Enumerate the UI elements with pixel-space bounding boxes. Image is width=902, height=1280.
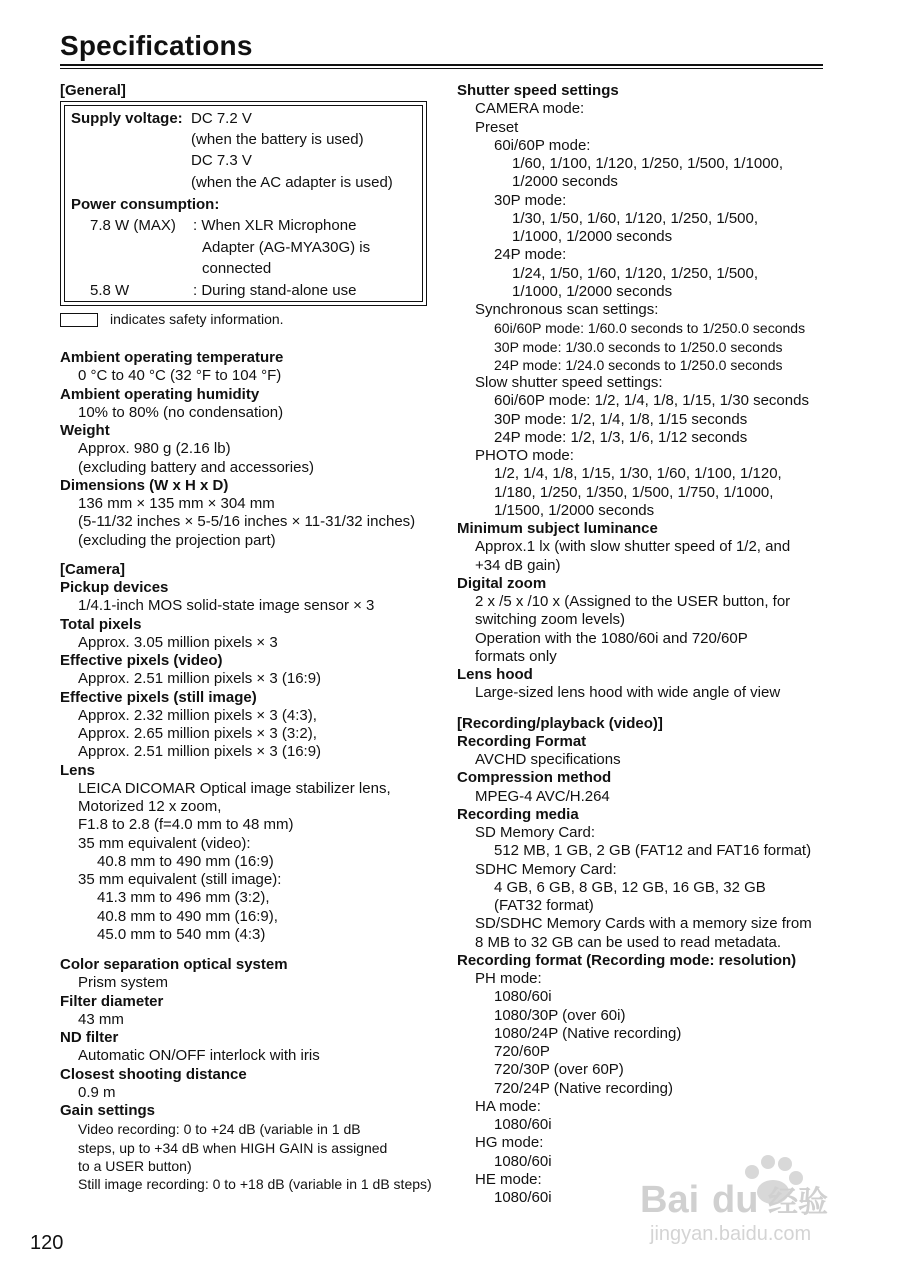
spec-value: Preset (475, 118, 519, 136)
spec-heading: Total pixels (60, 615, 142, 633)
safety-legend-swatch (60, 313, 98, 327)
spec-value: 1/1000, 1/2000 seconds (512, 228, 673, 245)
spec-heading: Lens (60, 761, 96, 779)
supply-voltage-value-1: DC 7.2 V (191, 110, 252, 127)
supply-voltage-value-2: DC 7.3 V (191, 152, 252, 169)
spec-value: 1/1000, 1/2000 seconds (512, 282, 673, 300)
spec-value: Approx. 2.32 million pixels × 3 (4:3), (78, 706, 317, 724)
spec-value: LEICA DICOMAR Optical image stabilizer lens, (78, 779, 391, 797)
spec-heading: Pickup devices (60, 579, 169, 596)
spec-value: steps, up to +34 dB when HIGH GAIN is assigned (78, 1139, 388, 1156)
spec-value: 136 mm × 135 mm × 304 mm (78, 495, 275, 512)
spec-value: Synchronous scan settings: (475, 301, 659, 318)
spec-value: 720/24P (Native recording) (494, 1079, 673, 1097)
spec-value: F1.8 to 2.8 (f=4.0 mm to 48 mm) (78, 816, 294, 834)
spec-value: Video recording: 0 to +24 dB (variable in 1 dB (78, 1121, 361, 1138)
spec-heading: Recording Format (457, 732, 587, 750)
spec-value: HA mode: (475, 1097, 541, 1115)
spec-heading: Recording format (Recording mode: resolution) (457, 951, 797, 969)
spec-value: SDHC Memory Card: (475, 860, 617, 878)
spec-value: 1/2, 1/4, 1/8, 1/15, 1/30, 1/60, 1/100, 1/120, (494, 465, 782, 483)
spec-value: Motorized 12 x zoom, (78, 798, 222, 815)
spec-heading: Compression method (457, 769, 612, 787)
spec-heading: Ambient operating humidity (60, 385, 260, 403)
spec-value: CAMERA mode: (475, 100, 585, 118)
spec-heading: Gain settings (60, 1102, 156, 1119)
spec-heading: Lens hood (457, 666, 533, 683)
spec-value: Prism system (78, 974, 168, 992)
spec-heading: Effective pixels (video) (60, 652, 223, 669)
power-desc-max-1: : When XLR Microphone (193, 217, 357, 234)
power-value-max: 7.8 W (MAX) (90, 217, 176, 234)
spec-value: 30P mode: (494, 191, 567, 209)
spec-value: HE mode: (475, 1170, 542, 1188)
spec-heading: Dimensions (W x H x D) (60, 476, 229, 494)
spec-value: 4 GB, 6 GB, 8 GB, 12 GB, 16 GB, 32 GB (494, 878, 766, 896)
watermark-url: jingyan.baidu.com (650, 1223, 812, 1245)
supply-voltage-label: Supply voltage: (71, 110, 183, 127)
spec-value: 720/60P (494, 1043, 550, 1060)
spec-value: 1080/60i (494, 988, 552, 1006)
spec-value: PHOTO mode: (475, 447, 574, 464)
spec-value: (excluding battery and accessories) (78, 458, 314, 476)
spec-value: HG mode: (475, 1134, 544, 1152)
spec-value: (5-11/32 inches × 5-5/16 inches × 11-31/32 inches) (78, 513, 416, 531)
power-desc-max-2: Adapter (AG-MYA30G) is (202, 239, 371, 256)
spec-heading: [Camera] (60, 560, 126, 578)
spec-heading: Digital zoom (457, 574, 547, 592)
spacer (457, 703, 812, 715)
title-rule-thin (60, 68, 823, 69)
spec-value: (FAT32 format) (494, 897, 594, 914)
spec-heading: [Recording/playback (video)] (457, 714, 663, 732)
spec-value: 0 °C to 40 °C (32 °F to 104 °F) (78, 367, 282, 385)
spec-heading: Weight (60, 422, 110, 439)
spacer (60, 944, 432, 956)
spec-value: Large-sized lens hood with wide angle of view (475, 684, 781, 702)
spec-value: 24P mode: (494, 246, 567, 264)
spec-value: 30P mode: 1/30.0 seconds to 1/250.0 seconds (494, 338, 783, 355)
left-spec-column (60, 349, 432, 1193)
general-heading: [General] (60, 82, 126, 99)
spec-heading: Shutter speed settings (457, 82, 619, 99)
spec-value: 41.3 mm to 496 mm (3:2), (97, 889, 270, 907)
power-desc-max-3: connected (202, 260, 272, 277)
safety-legend-text: indicates safety information. (110, 311, 284, 327)
spec-heading: Minimum subject luminance (457, 520, 658, 537)
spec-value: 720/30P (over 60P) (494, 1061, 624, 1079)
spacer (60, 550, 432, 561)
spec-value: MPEG-4 AVC/H.264 (475, 787, 610, 805)
spec-value: Approx.1 lx (with slow shutter speed of 1/2, and (475, 538, 791, 556)
watermark-brand-du: du (712, 1179, 759, 1221)
spec-value: 60i/60P mode: (494, 136, 591, 154)
spec-value: 24P mode: 1/24.0 seconds to 1/250.0 seconds (494, 356, 783, 373)
spec-value: 24P mode: 1/2, 1/3, 1/6, 1/12 seconds (494, 428, 748, 446)
spec-heading: Color separation optical system (60, 956, 288, 973)
spec-value: Automatic ON/OFF interlock with iris (78, 1047, 320, 1065)
spec-value: Slow shutter speed settings: (475, 374, 663, 391)
spec-value: 43 mm (78, 1010, 124, 1028)
spec-value: 0.9 m (78, 1083, 116, 1101)
spec-heading: Closest shooting distance (60, 1065, 247, 1083)
spec-value: 1080/30P (over 60i) (494, 1006, 626, 1024)
spec-value: AVCHD specifications (475, 751, 621, 768)
spec-value: 1/30, 1/50, 1/60, 1/120, 1/250, 1/500, (512, 209, 759, 227)
title-rule-thick (60, 64, 823, 66)
spec-value: Still image recording: 0 to +18 dB (variable in 1 dB steps) (78, 1176, 432, 1192)
page-title: Specifications (60, 30, 253, 61)
spec-value: 1/4.1-inch MOS solid-state image sensor × 3 (78, 597, 375, 615)
spec-value: 1/2000 seconds (512, 173, 618, 191)
spec-value: 512 MB, 1 GB, 2 GB (FAT12 and FAT16 format) (494, 842, 812, 860)
right-spec-column (457, 82, 812, 1207)
spec-value: 1080/24P (Native recording) (494, 1024, 682, 1042)
spec-value: to a USER button) (78, 1157, 192, 1174)
spec-value: Approx. 2.65 million pixels × 3 (3:2), (78, 725, 317, 742)
spec-value: +34 dB gain) (475, 556, 561, 574)
spec-value: 60i/60P mode: 1/60.0 seconds to 1/250.0 seconds (494, 320, 806, 337)
power-consumption-label: Power consumption: (71, 196, 220, 213)
power-value-standalone: 5.8 W (90, 282, 130, 299)
watermark-brand: Bai (640, 1179, 700, 1221)
spec-heading: ND filter (60, 1029, 119, 1046)
spec-value: 2 x /5 x /10 x (Assigned to the USER button, for (475, 593, 791, 610)
baidu-watermark-logo (640, 1140, 860, 1250)
supply-voltage-note-2: (when the AC adapter is used) (191, 174, 393, 191)
spec-value: 1/180, 1/250, 1/350, 1/500, 1/750, 1/1000, (494, 483, 774, 501)
spec-value: 45.0 mm to 540 mm (4:3) (97, 925, 266, 943)
spec-value: 1080/60i (494, 1116, 552, 1133)
spec-value: Approx. 2.51 million pixels × 3 (16:9) (78, 743, 322, 761)
page-number: 120 (30, 1232, 64, 1254)
supply-voltage-note-1: (when the battery is used) (191, 131, 364, 148)
spec-value: (excluding the projection part) (78, 531, 276, 549)
spec-value: Approx. 980 g (2.16 lb) (78, 440, 231, 458)
spec-value: formats only (475, 647, 557, 665)
spec-heading: Filter diameter (60, 992, 164, 1010)
spec-value: SD/SDHC Memory Cards with a memory size from (475, 915, 812, 933)
spec-value: Approx. 3.05 million pixels × 3 (78, 633, 278, 651)
spec-value: 1/1500, 1/2000 seconds (494, 501, 655, 519)
spec-value: 1080/60i (494, 1152, 552, 1170)
spec-value: 35 mm equivalent (still image): (78, 871, 282, 888)
spec-heading: Ambient operating temperature (60, 349, 284, 366)
spec-value: 60i/60P mode: 1/2, 1/4, 1/8, 1/15, 1/30 seconds (494, 392, 809, 410)
spec-value: 1/60, 1/100, 1/120, 1/250, 1/500, 1/1000, (512, 155, 784, 172)
spec-heading: Effective pixels (still image) (60, 688, 257, 706)
spec-value: 40.8 mm to 490 mm (16:9) (97, 852, 274, 870)
spec-value: 1080/60i (494, 1189, 552, 1206)
spec-value: Operation with the 1080/60i and 720/60P (475, 629, 748, 647)
spec-value: 10% to 80% (no condensation) (78, 403, 284, 421)
spec-heading: Recording media (457, 805, 579, 823)
spec-value: SD Memory Card: (475, 824, 596, 841)
spec-value: 40.8 mm to 490 mm (16:9), (97, 907, 278, 925)
spec-value: 8 MB to 32 GB can be used to read metadata. (475, 933, 782, 951)
spec-value: 1/24, 1/50, 1/60, 1/120, 1/250, 1/500, (512, 264, 759, 282)
spec-value: 35 mm equivalent (video): (78, 834, 251, 852)
spec-value: Approx. 2.51 million pixels × 3 (16:9) (78, 670, 322, 688)
spec-value: PH mode: (475, 970, 542, 987)
spec-value: switching zoom levels) (475, 611, 626, 629)
power-desc-standalone: : During stand-alone use (193, 282, 357, 299)
watermark-cn: 经验 (768, 1185, 828, 1220)
spec-value: 30P mode: 1/2, 1/4, 1/8, 1/15 seconds (494, 410, 748, 428)
